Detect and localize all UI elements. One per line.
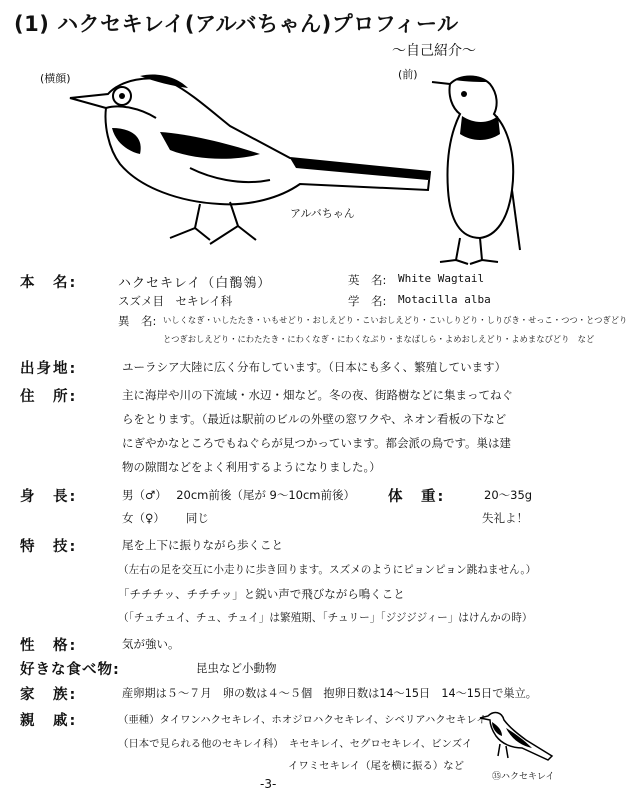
food-label: 好きな食べ物: [20, 662, 120, 678]
side-view-caption: (横顔) [40, 72, 71, 85]
name-value: ハクセキレイ（白鶺鴒） [118, 276, 272, 291]
family-label: 家 族: [20, 687, 78, 703]
alias-line-1: いしくなぎ・いしたたき・いもせどり・おしえどり・こいおしえどり・こいしりどり・しりびき・せっこ・つつ・とつぎどり [163, 315, 627, 325]
address-line-2: らをとります。（最近は駅前のビルの外壁の窓ワクや、ネオン看板の下など [122, 412, 507, 426]
personality-value: 気が強い。 [122, 637, 180, 651]
skill-line-4: （「チュチュイ、チュ、チュイ」は繁殖期、「チュリー」「ジジジジィー」はけんかの時） [118, 612, 533, 624]
bird-name-caption: アルバちゃん [290, 207, 355, 220]
personality-label: 性 格: [20, 638, 78, 654]
english-name-value: White Wagtail [398, 272, 485, 285]
relatives-line-1: （亜種）タイワンハクセキレイ、ホオジロハクセキレイ、シベリアハクセキレイ [118, 714, 487, 726]
small-bird-caption: ㉟ハクセキレイ [492, 772, 555, 782]
skill-line-2: （左右の足を交互に小走りに歩き回ります。スズメのようにピョンピョン跳ねません。） [118, 564, 537, 576]
height-label: 身 長: [20, 489, 78, 505]
address-line-4: 物の隙間などをよく利用するようになりました。） [122, 460, 381, 474]
front-view-caption: (前) [398, 68, 418, 81]
wagtail-front-illustration [420, 70, 530, 270]
address-line-3: にぎやかなところでもねぐらが見つかっています。都会派の鳥です。巣は建 [122, 436, 512, 450]
weight-note: 失礼よ！ [482, 511, 528, 525]
page-subtitle: 〜自己紹介〜 [392, 43, 476, 59]
skill-label: 特 技: [20, 539, 78, 555]
origin-label: 出身地: [20, 361, 78, 377]
order-family: スズメ目 セキレイ科 [118, 294, 233, 308]
weight-value: 20〜35g [484, 488, 533, 502]
height-female: 女（♀） 同じ [122, 511, 209, 525]
scientific-name-value: Motacilla alba [398, 293, 491, 306]
alias-line-2: とつぎおしえどり・にわたたき・にわくなぎ・にわくなぶり・まなばしら・よめおしえどり・よめまなびどり など [163, 334, 595, 344]
weight-label: 体 重: [388, 489, 446, 505]
page-number: -3- [260, 777, 277, 791]
alias-label: 異 名: [118, 314, 157, 328]
english-name-label: 英 名: [348, 273, 387, 287]
food-value: 昆虫など小動物 [196, 661, 277, 675]
address-line-1: 主に海岸や川の下流域・水辺・畑など。冬の夜、街路樹などに集まってねぐ [122, 388, 513, 402]
skill-line-1: 尾を上下に振りながら歩くこと [122, 538, 283, 552]
family-value: 産卵期は５〜７月 卵の数は４〜５個 抱卵日数は14〜15日 14〜15日で巣立。 [122, 687, 537, 700]
page-title: (1) ハクセキレイ(アルバちゃん)プロフィール [14, 12, 459, 36]
scientific-name-label: 学 名: [348, 294, 387, 308]
relatives-line-3: イワミセキレイ（尾を横に振る）など [288, 760, 465, 772]
name-label: 本 名: [20, 275, 78, 291]
origin-value: ユーラシア大陸に広く分布しています。（日本にも多く、繁殖しています） [122, 360, 507, 374]
wagtail-side-illustration [60, 68, 440, 258]
height-male: 男（♂） 20cm前後（尾が 9〜10cm前後） [122, 488, 356, 502]
relatives-label: 親 戚: [20, 713, 78, 729]
skill-line-3: 「チチチッ、チチチッ」と鋭い声で飛びながら鳴くこと [118, 587, 405, 601]
small-wagtail-illustration [476, 708, 556, 764]
relatives-line-2: （日本で見られる他のセキレイ科） キセキレイ、セグロセキレイ、ビンズイ [118, 738, 473, 750]
address-label: 住 所: [20, 389, 78, 405]
